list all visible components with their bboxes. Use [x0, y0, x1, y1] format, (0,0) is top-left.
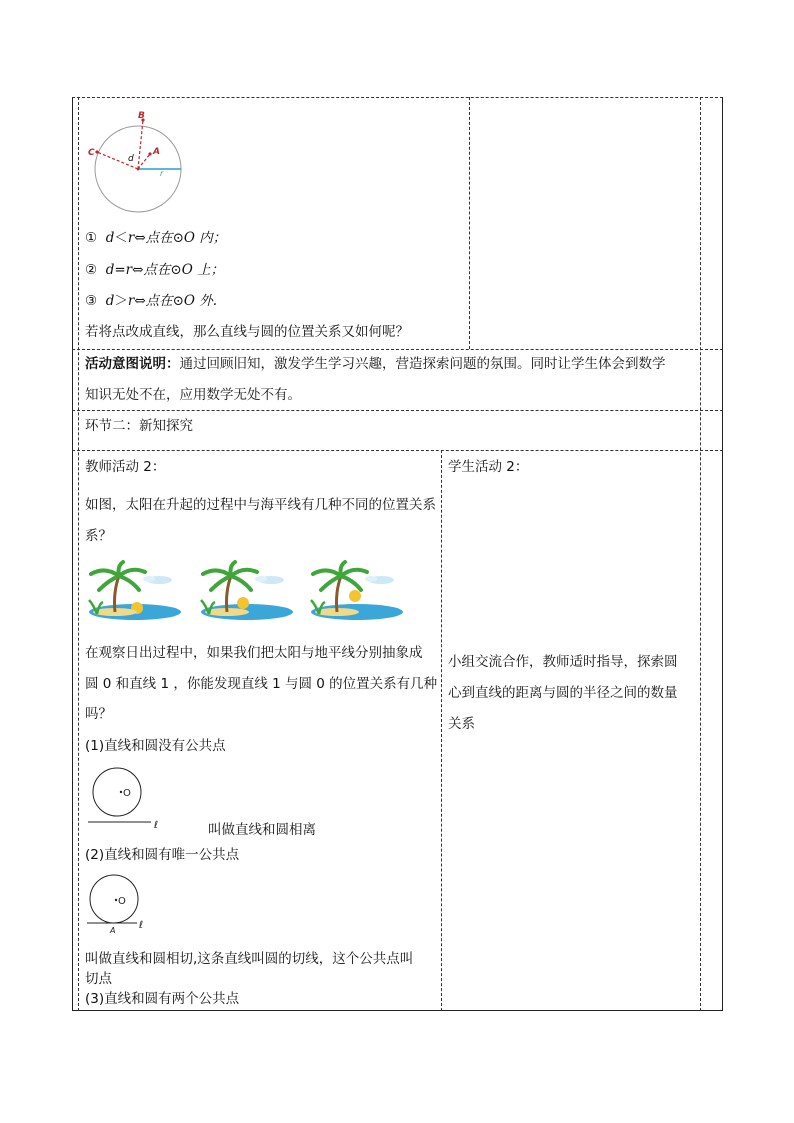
top-column-divider — [469, 97, 470, 349]
transition-question: 若将点改成直线，那么直线与圆的位置关系又如何呢？ — [85, 324, 409, 340]
case2-title: (2)直线和圆有唯一公共点 — [85, 847, 240, 863]
label-d: d — [128, 154, 134, 164]
point-c — [95, 150, 98, 153]
student-line-1: 小组交流合作，教师适时指导，探索圆 — [448, 654, 678, 670]
table-top-border — [72, 97, 723, 98]
teacher-q2-line2: 圆 0 和直线 1 ，你能发现直线 1 与圆 0 的位置关系有几种 — [85, 676, 438, 692]
case2-o-label: O — [118, 896, 126, 907]
intent-label: 活动意图说明： — [85, 356, 180, 372]
table-right-border — [722, 97, 723, 1011]
case3-title: (3)直线和圆有两个公共点 — [85, 991, 240, 1007]
case2-center — [115, 899, 117, 901]
row-divider-3 — [72, 450, 723, 451]
stage2-title: 环节二：新知探究 — [85, 418, 193, 434]
sunrise-image-1 — [85, 560, 183, 622]
label-r: r — [160, 169, 164, 178]
inner-right-line — [700, 97, 701, 1011]
label-a: A — [153, 147, 160, 157]
sunrise-image-2 — [197, 560, 295, 622]
row-divider-2 — [72, 410, 723, 411]
teacher-q2-line1: 在观察日出过程中，如果我们把太阳与地平线分别抽象成 — [85, 645, 423, 661]
activity-column-divider — [441, 450, 442, 1011]
case1-circle — [93, 768, 141, 816]
intent-line-2: 知识无处不在，应用数学无处不有。 — [85, 387, 301, 403]
student-line-3: 关系 — [448, 716, 475, 732]
case1-o-label: O — [123, 788, 131, 799]
teacher-activity-title: 教师活动 2： — [85, 459, 166, 475]
case1-separate-figure — [85, 766, 165, 830]
table-bottom-border — [72, 1010, 723, 1011]
case2-l-label: ℓ — [139, 920, 144, 931]
sunrise-image-3 — [307, 560, 405, 622]
student-line-2: 心到直线的距离与圆的半径之间的数量 — [448, 685, 678, 701]
label-c: C — [88, 148, 95, 158]
intent-line-1: 活动意图说明：通过回顾旧知，激发学生学习兴趣，营造探索问题的氛围。同时让学生体会到数学 — [85, 356, 666, 372]
point-a — [148, 152, 151, 155]
relation-item-2: ② d=r⇔点在⊙O 上； — [85, 262, 225, 278]
center-o — [137, 168, 140, 171]
case2-a-label: A — [110, 926, 116, 935]
point-circle-figure — [85, 108, 195, 218]
case2-desc-line1: 叫做直线和圆相切,这条直线叫圆的切线，这个公共点叫 — [85, 951, 414, 967]
case2-circle — [90, 875, 138, 923]
segment-b — [138, 120, 143, 169]
relation-item-3: ③ d＞r⇔点在⊙O 外. — [85, 293, 218, 309]
relation-item-1: ① d＜r⇔点在⊙O 内； — [85, 230, 227, 246]
case1-l-label: ℓ — [154, 820, 159, 830]
case1-center — [120, 791, 122, 793]
teacher-q1-line1: 如图，太阳在升起的过程中与海平线有几种不同的位置关系 — [85, 497, 436, 513]
teacher-q1-line2: 系？ — [85, 528, 112, 544]
case1-title: (1)直线和圆没有公共点 — [85, 738, 226, 754]
case2-desc-line2: 切点 — [85, 971, 112, 987]
table-left-border — [72, 97, 73, 1011]
row-divider-1 — [72, 349, 723, 350]
teacher-q2-line3: 吗？ — [85, 706, 112, 722]
inner-left-line — [78, 97, 79, 1011]
case1-label: 叫做直线和圆相离 — [208, 822, 316, 838]
student-activity-title: 学生活动 2： — [448, 459, 529, 475]
label-b: B — [138, 111, 145, 121]
case2-tangent-figure — [85, 872, 155, 936]
